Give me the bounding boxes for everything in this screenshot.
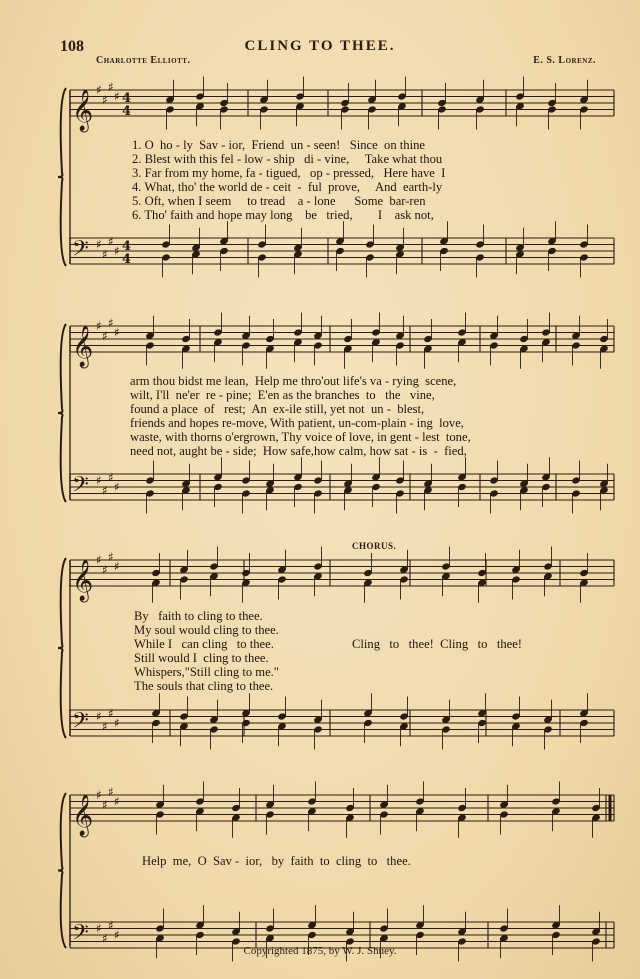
treble-clef-icon: 𝄞	[72, 326, 94, 367]
system2-lyric-6: need not, aught be - side; How safe,how calm, how sat - is - fied,	[130, 444, 467, 458]
system1-lyric-5: 5. Oft, when I seem to tread a - lone Some bar-ren	[132, 194, 426, 208]
bass-clef-icon: 𝄢	[72, 236, 89, 267]
chorus-lyric: Cling to thee! Cling to thee!	[352, 637, 522, 651]
system2-lyric-5: waste, with thorns o'ergrown, Thy voice of love, in gent - lest tone,	[130, 430, 471, 444]
time-signature-bottom: 4	[122, 252, 132, 267]
system3-lyric-6: The souls that cling to thee.	[134, 679, 274, 693]
sharp-icon: ♯	[108, 706, 114, 721]
hymn-title: CLING TO THEE.	[244, 38, 396, 54]
system1-lyric-4: 4. What, tho' the world de - ceit - ful prove, And earth-ly	[132, 180, 443, 194]
system4-brace-icon	[58, 793, 66, 948]
sharp-icon: ♯	[96, 83, 102, 97]
page-number: 108	[60, 38, 84, 55]
sharp-icon: ♯	[96, 788, 102, 802]
sharp-icon: ♯	[102, 328, 108, 343]
system1-lyric-2: 2. Blest with this fel - low - ship di - vine, Take what thou	[132, 152, 443, 166]
copyright-notice: Copyrighted 1875, by W. J. Shuey.	[243, 945, 397, 957]
system1-brace-icon	[58, 88, 66, 266]
sharp-icon: ♯	[114, 928, 120, 942]
system3-lyric-1: By faith to cling to thee.	[134, 609, 263, 623]
sharp-icon: ♯	[108, 549, 114, 564]
sharp-icon: ♯	[102, 562, 108, 577]
sharp-icon: ♯	[96, 237, 102, 252]
sharp-icon: ♯	[108, 784, 114, 799]
system4-lyric: Help me, O Sav - ior, by faith to cling to thee.	[142, 854, 411, 868]
system2-lyric-4: friends and hopes re-move, With patient, un-com-plain - ing love,	[130, 416, 464, 430]
system1-lyric-6: 6. Tho' faith and hope may long be tried, I ask not,	[132, 208, 434, 222]
sharp-icon: ♯	[108, 79, 114, 94]
time-signature-top: 4	[122, 91, 132, 106]
system1-lyric-3: 3. Far from my home, fa - tigued, op - pressed, Here have I	[132, 166, 446, 180]
sharp-icon: ♯	[108, 315, 114, 330]
bass-clef-icon: 𝄢	[72, 472, 89, 503]
system2-lyric-1: arm thou bidst me lean, Help me thro'out life's va - rying scene,	[130, 374, 457, 388]
sharp-icon: ♯	[114, 244, 120, 258]
sharp-icon: ♯	[102, 247, 108, 262]
author-credit: Charlotte Elliott.	[96, 55, 191, 66]
sharp-icon: ♯	[114, 325, 120, 340]
sharp-icon: ♯	[108, 234, 114, 249]
sharp-icon: ♯	[102, 719, 108, 734]
treble-clef-icon: 𝄞	[72, 560, 94, 601]
system3-lyric-5: Whispers,"Still cling to me."	[134, 665, 279, 679]
sharp-icon: ♯	[114, 559, 120, 574]
sharp-icon: ♯	[96, 473, 102, 488]
sharp-icon: ♯	[114, 480, 120, 494]
system2-brace-icon	[58, 324, 66, 502]
sharp-icon: ♯	[108, 470, 114, 485]
sharp-icon: ♯	[102, 931, 108, 946]
sharp-icon: ♯	[114, 794, 120, 809]
system3-brace-icon	[58, 558, 66, 738]
system3-lyric-4: Still would I cling to thee.	[134, 651, 269, 665]
sharp-icon: ♯	[102, 483, 108, 498]
sharp-icon: ♯	[108, 918, 114, 933]
bass-clef-icon: 𝄢	[72, 708, 89, 739]
system3-lyric-2: My soul would cling to thee.	[134, 623, 279, 637]
treble-clef-icon: 𝄞	[72, 90, 94, 131]
time-signature-bottom: 4	[122, 104, 132, 119]
chorus-label: CHORUS.	[352, 541, 397, 551]
sharp-icon: ♯	[102, 797, 108, 812]
time-signature-top: 4	[122, 239, 132, 254]
system2-lyric-2: wilt, I'll ne'er re - pine; E'en as the branches to the vine,	[130, 388, 435, 402]
sharp-icon: ♯	[114, 716, 120, 730]
system1-lyric-1: 1. O ho - ly Sav - ior, Friend un - seen! Since on thine	[132, 138, 425, 152]
sharp-icon: ♯	[96, 553, 102, 567]
bass-clef-icon: 𝄢	[72, 920, 89, 951]
sharp-icon: ♯	[102, 92, 108, 107]
system2-lyric-3: found a place of rest; An ex-ile still, yet not un - blest,	[130, 402, 425, 416]
system3-lyric-3: While I can cling to thee.	[134, 637, 274, 651]
composer-credit: E. S. Lorenz.	[533, 55, 596, 66]
sharp-icon: ♯	[96, 921, 102, 936]
sharp-icon: ♯	[96, 709, 102, 724]
sharp-icon: ♯	[96, 319, 102, 333]
sharp-icon: ♯	[114, 89, 120, 104]
treble-clef-icon: 𝄞	[72, 795, 94, 836]
